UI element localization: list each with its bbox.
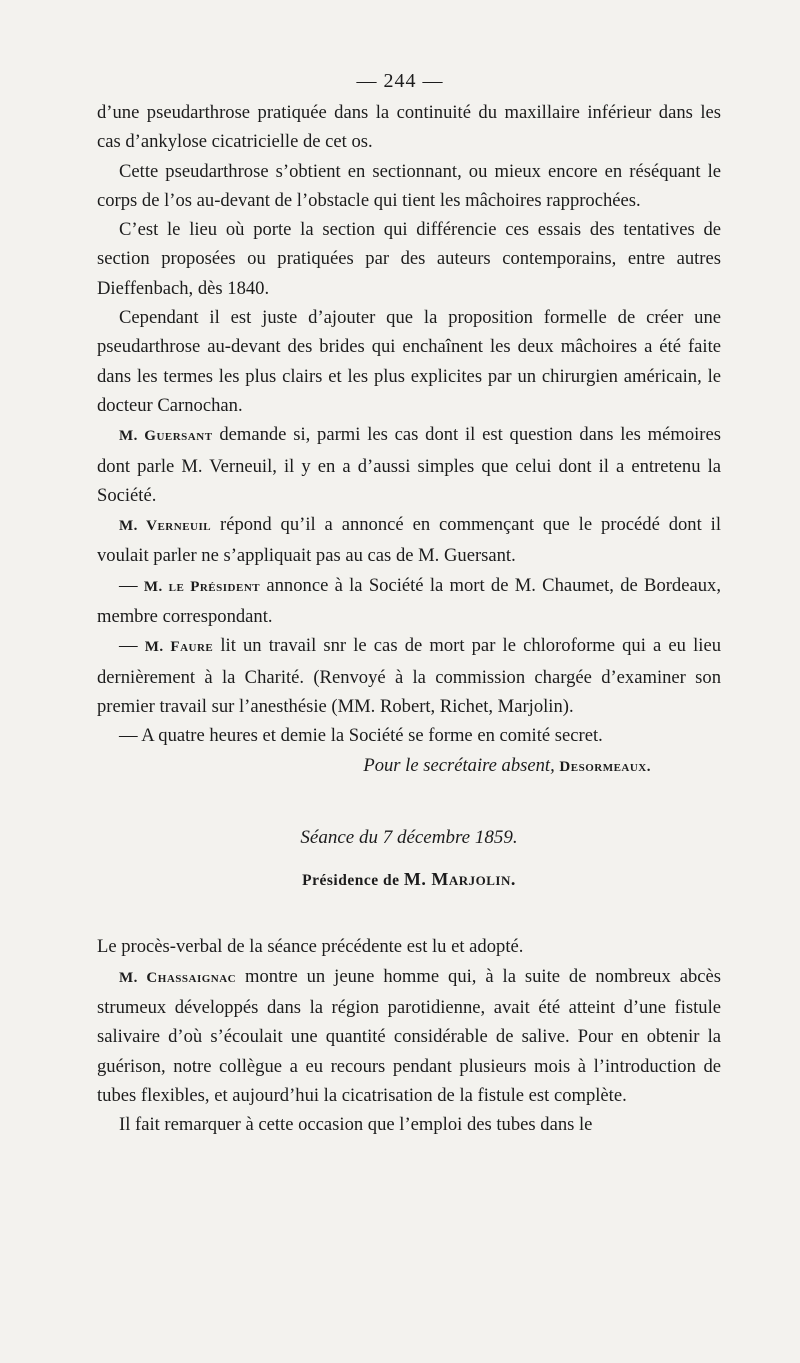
president-paragraph xyxy=(97,571,721,632)
speaker-text: montre un jeune homme qui, à la suite de nombreux abcès strumeux développés dans la région parotidienne, avait été atteint d’une fistule salivaire d’où s’écoulait une quantité considérable de salive. Pour en obtenir la guérison, notre collègue a eu recours pendant plusieurs mois à l’introduction de tubes flexibles, et aujourd’hui la cicatrisation de la fistule est complète. xyxy=(97,965,721,1106)
presidence-name: M. Marjolin. xyxy=(403,869,516,890)
proces-verbal-paragraph: Le procès-verbal de la séance précédente est lu et adopté. xyxy=(97,936,524,958)
speaker-name: M. Verneuil xyxy=(119,518,212,535)
speaker-text: demande si, parmi les cas dont il est question dans les mémoires dont parle M. Verneuil, il y en a d’aussi simples que celui dont il a entretenu la Société. xyxy=(97,424,721,506)
signature-name: Desormeaux. xyxy=(559,758,651,775)
speaker-name: M. Guersant xyxy=(119,428,213,445)
signature xyxy=(97,751,721,782)
dash-prefix: — xyxy=(119,635,145,657)
paragraph: Cependant il est juste d’ajouter que la proposition formelle de créer une pseudarthrose au-devant des brides qui enchaînent les deux mâchoires a été faite dans les termes les plus clairs et les plus explicites par un chirurgien américain, le docteur Carnochan. xyxy=(97,307,721,416)
speaker-name: M. le Président xyxy=(143,578,261,595)
presidence-label: Présidence de xyxy=(302,872,404,890)
dash-prefix: — xyxy=(119,574,144,596)
guersant-paragraph xyxy=(97,420,721,510)
last-line: Il fait remarquer à cette occasion que l’emploi des tubes dans le xyxy=(119,1114,593,1136)
speaker-text: annonce à la Société la mort de M. Chaumet, de Bordeaux, membre correspondant. xyxy=(97,574,721,628)
speaker-text: répond qu’il a annoncé en commençant que le procédé dont il voulait parler ne s’appliquait pas au cas de M. Guersant. xyxy=(97,514,722,567)
verneuil-paragraph xyxy=(97,510,721,571)
seance-title: Séance du 7 décembre 1859. xyxy=(300,826,518,848)
speaker-name: M. Chassaignac xyxy=(119,969,237,986)
paragraph: C’est le lieu où porte la section qui différencie ces essais des tentatives de section proposées ou pratiquées par des auteurs contemporains, entre autres Dieffenbach, dès 1840. xyxy=(97,219,721,299)
paragraph: Cette pseudarthrose s’obtient en sectionnant, ou mieux encore en réséquant le corps de l’os au-devant de l’obstacle qui tient les mâchoires rapprochées. xyxy=(97,160,721,211)
page-body xyxy=(97,98,721,1140)
page-number: — 244 — xyxy=(356,70,444,92)
chassaignac-paragraph xyxy=(97,962,721,1110)
paragraph: d’une pseudarthrose pratiquée dans la continuité du maxillaire inférieur dans les cas d’ankylose cicatricielle de cet os. xyxy=(97,102,721,153)
signature-text: Pour le secrétaire absent, xyxy=(363,754,560,776)
closing-paragraph: — A quatre heures et demie la Société se forme en comité secret. xyxy=(119,725,603,747)
speaker-text: lit un travail snr le cas de mort par le chloroforme qui a eu lieu dernièrement à la Charité. (Renvoyé à la commission chargée d’examiner son premier travail sur l’anesthésie (MM. Robert, Richet, Marjolin). xyxy=(97,635,721,717)
presidence-heading xyxy=(97,865,721,895)
speaker-name: M. Faure xyxy=(144,639,214,656)
faure-paragraph xyxy=(97,631,721,721)
